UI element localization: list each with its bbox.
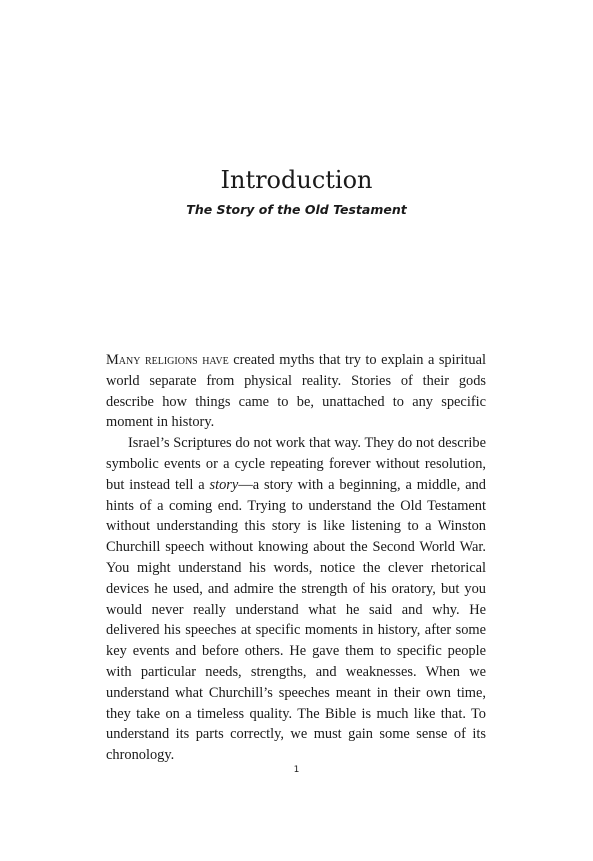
- paragraph-2: [106, 433, 486, 766]
- paragraph-1-text: created myths that try to explain a spiritual world separate from physical reality. Stories of their gods describe how things came to be, unattached to any specific moment in history.: [106, 352, 486, 431]
- page-number: 1: [293, 765, 300, 775]
- chapter-subtitle: The Story of the Old Testament: [186, 202, 407, 217]
- paragraph-1-lead: Many religions have: [106, 352, 229, 368]
- body-text: [106, 350, 486, 766]
- paragraph-2-after: —a story with a beginning, a middle, and hints of a coming end. Trying to understand the Old Testament without understanding this story is like listening to a Winston Churchill speech without knowing about the Second World War. You might understand his words, notice the clever rhetorical devices he used, and admire the strength of his oratory, but you would never really understand what he said and why. He delivered his speeches at specific moments in history, after some key events and before others. He gave them to specific people with particular needs, strengths, and weaknesses. When we understand what Churchill’s speeches meant in their own time, they take on a timeless quality. The Bible is much like that. To understand its parts correctly, we must gain some sense of its chronology.: [106, 476, 486, 764]
- chapter-title: Introduction: [220, 166, 373, 194]
- paragraph-1: [106, 350, 486, 433]
- paragraph-2-emphasis: story: [209, 476, 239, 493]
- paragraph-2-before: Israel’s Scriptures do not work that way. They do not describe symbolic events or a cycle repeating forever without resolution, but instead tell a: [106, 435, 486, 493]
